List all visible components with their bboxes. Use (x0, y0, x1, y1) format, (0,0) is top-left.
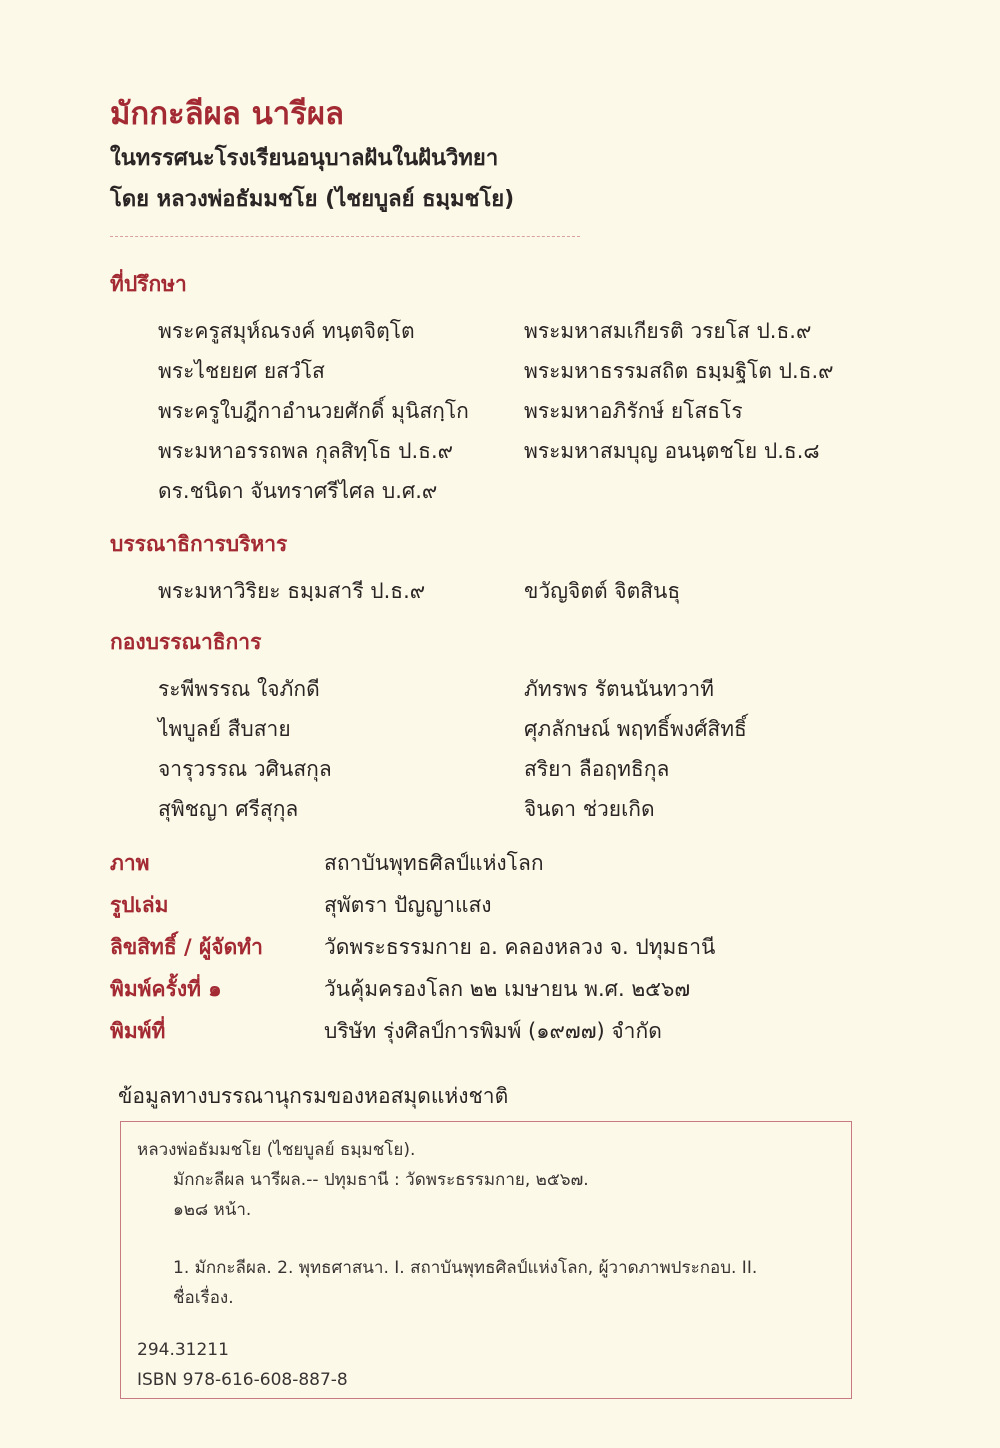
cip-author: หลวงพ่อธัมมชโย (ไชยบูลย์ ธมฺมชโย). (137, 1140, 416, 1160)
cip-subjects-cont: ชื่อเรื่อง. (173, 1288, 234, 1308)
credit-value: สถาบันพุทธศิลป์แห่งโลก (324, 851, 544, 875)
advisor-name: พระมหาอรรถพล กุลสิทฺโธ ป.ธ.๙ (158, 439, 454, 463)
advisors-heading: ที่ปรึกษา (110, 272, 187, 296)
advisor-name: พระมหาสมเกียรติ วรยโส ป.ธ.๙ (524, 319, 812, 343)
credit-label: พิมพ์ครั้งที่ ๑ (110, 977, 222, 1001)
dashed-divider (110, 236, 580, 237)
advisor-name: พระมหาอภิรักษ์ ยโสธโร (524, 399, 743, 423)
cip-caption: ข้อมูลทางบรรณานุกรมของหอสมุดแห่งชาติ (118, 1084, 509, 1108)
cip-isbn: ISBN 978-616-608-887-8 (137, 1370, 348, 1390)
advisor-name: พระมหาธรรมสถิต ธมฺมฐิโต ป.ธ.๙ (524, 359, 834, 383)
editorial-board-heading: กองบรรณาธิการ (110, 630, 262, 654)
editor-name: สริยา ลือฤทธิกุล (524, 757, 670, 781)
editor-name: ไพบูลย์ สืบสาย (158, 717, 291, 741)
credit-label: ลิขสิทธิ์ / ผู้จัดทำ (110, 935, 263, 959)
editor-name: ระพีพรรณ ใจภักดี (158, 677, 320, 701)
credit-value: วันคุ้มครองโลก ๒๒ เมษายน พ.ศ. ๒๕๖๗ (324, 977, 691, 1001)
advisor-name: พระครูใบฎีกาอำนวยศักดิ์ มุนิสกฺโก (158, 399, 469, 423)
advisor-name: พระครูสมุห์ณรงค์ ทนฺตจิตฺโต (158, 319, 415, 343)
editor-name: ภัทรพร รัตนนันทวาที (524, 677, 715, 701)
credit-value: สุพัตรา ปัญญาแสง (324, 893, 492, 917)
executive-editors-heading: บรรณาธิการบริหาร (110, 532, 288, 556)
cip-pages: ๑๒๘ หน้า. (173, 1200, 252, 1220)
editor-name: จินดา ช่วยเกิด (524, 797, 655, 821)
cip-title: มักกะลีผล นารีผล.-- ปทุมธานี : วัดพระธรรมกาย, ๒๕๖๗. (173, 1170, 589, 1190)
credit-label: พิมพ์ที่ (110, 1019, 166, 1043)
book-subtitle: ในทรรศนะโรงเรียนอนุบาลฝันในฝันวิทยา (110, 146, 499, 171)
book-title: มักกะลีผล นารีผล (110, 96, 344, 132)
editor-name: จารุวรรณ วศินสกุล (158, 757, 332, 781)
book-author: โดย หลวงพ่อธัมมชโย (ไชยบูลย์ ธมฺมชโย) (110, 187, 515, 212)
cip-subjects: 1. มักกะลีผล. 2. พุทธศาสนา. I. สถาบันพุทธศิลป์แห่งโลก, ผู้วาดภาพประกอบ. II. (173, 1258, 758, 1278)
credit-value: วัดพระธรรมกาย อ. คลองหลวง จ. ปทุมธานี (324, 935, 716, 959)
credit-label: รูปเล่ม (110, 893, 169, 917)
executive-editor-name: ขวัญจิตต์ จิตสินธุ (524, 579, 681, 603)
cip-classification: 294.31211 (137, 1340, 229, 1360)
editor-name: สุพิชญา ศรีสุกุล (158, 797, 299, 821)
cip-box (120, 1121, 852, 1399)
credit-value: บริษัท รุ่งศิลป์การพิมพ์ (๑๙๗๗) จำกัด (324, 1019, 662, 1043)
advisor-name: พระไชยยศ ยสวํโส (158, 359, 325, 383)
editor-name: ศุภลักษณ์ พฤทธิ์พงศ์สิทธิ์ (524, 717, 747, 741)
advisor-name: พระมหาสมบุญ อนนฺตชโย ป.ธ.๘ (524, 439, 820, 463)
advisor-name: ดร.ชนิดา จันทราศรีไศล บ.ศ.๙ (158, 479, 438, 503)
executive-editor-name: พระมหาวิริยะ ธมฺมสารี ป.ธ.๙ (158, 579, 426, 603)
credit-label: ภาพ (110, 851, 150, 875)
